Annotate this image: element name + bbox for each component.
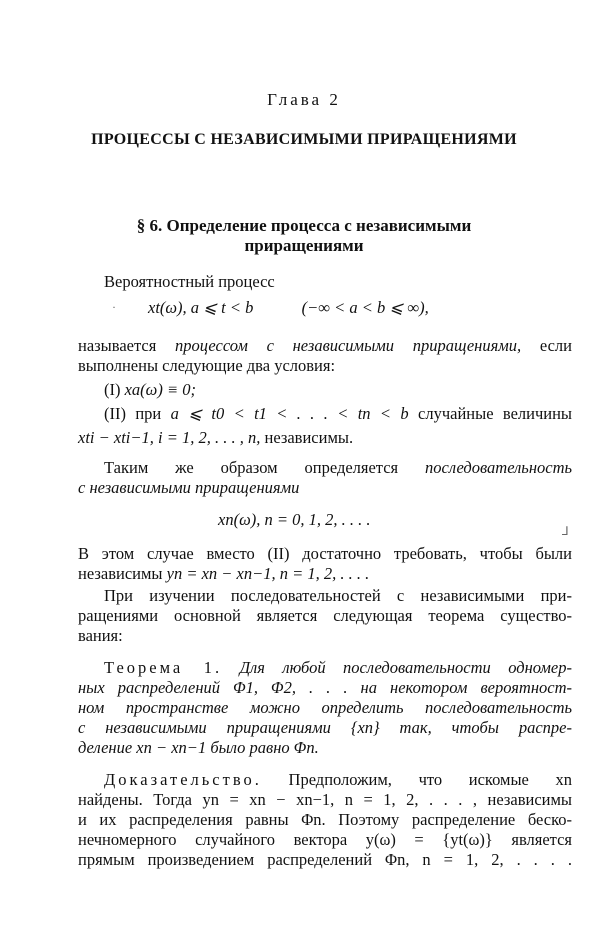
theorem-line-3: ном пространстве можно определить последовательность <box>78 698 572 717</box>
definition-text-a: называется <box>78 336 157 355</box>
theorem-line-4: с независимыми приращениями {xn} так, чтобы распре- <box>78 718 572 737</box>
theorem-line-1 <box>104 658 572 678</box>
formula-process-left: xt(ω), a ⩽ t < b <box>148 298 254 317</box>
study-line-1: При изучении последовательностей с независимыми при- <box>104 586 572 605</box>
proof-line-5: прямым произведением распределений Φn, n = 1, 2, . . . . <box>78 850 572 869</box>
remark-line-2 <box>78 564 572 584</box>
condition-2-label: (II) при <box>104 404 162 423</box>
theorem-label: Теорема 1. <box>104 658 223 677</box>
print-speck-2: ⅃ <box>562 524 569 538</box>
sequence-term-1: последовательность <box>425 458 572 477</box>
study-line-3: вания: <box>78 626 123 645</box>
condition-2-line-2 <box>78 428 572 448</box>
remark-text: независимы <box>78 564 163 583</box>
remark-math: yn = xn − xn−1, n = 1, 2, . . . . <box>166 564 370 583</box>
definition-term: процессом с независимыми приращениями, <box>175 336 522 355</box>
sequence-line-1 <box>104 458 572 478</box>
chapter-title: ПРОЦЕССЫ С НЕЗАВИСИМЫМИ ПРИРАЩЕНИЯМИ <box>91 131 517 148</box>
condition-1 <box>104 380 598 400</box>
proof-text-1: Предположим, что искомые xn <box>288 770 573 789</box>
paragraph-intro: Вероятностный процесс <box>104 272 275 291</box>
condition-2-text: случайные величины <box>418 404 572 423</box>
definition-text-b: если <box>539 336 572 355</box>
condition-2-line-2-math: xti − xti−1, i = 1, 2, . . . , n, <box>78 428 261 447</box>
print-speck: · <box>112 300 116 314</box>
condition-1-label: (I) <box>104 380 121 399</box>
sequence-text-a: Таким же образом определяется <box>104 458 399 477</box>
proof-line-2: найдены. Тогда yn = xn − xn−1, n = 1, 2, . . . , независимы <box>78 790 572 809</box>
theorem-line-5: деление xn − xn−1 было равно Φn. <box>78 738 319 757</box>
section-title-line-2: приращениями <box>244 236 364 255</box>
formula-process <box>148 298 608 318</box>
section-title-line-1: § 6. Определение процесса с независимыми <box>136 216 472 235</box>
formula-process-right: (−∞ < a < b ⩽ ∞), <box>301 298 429 317</box>
proof-line-1 <box>104 770 572 790</box>
proof-line-3: и их распределения равны Φn. Поэтому распределение беско- <box>78 810 572 829</box>
condition-2-math: a ⩽ t0 < t1 < . . . < tn < b <box>170 404 409 423</box>
chapter-heading: Глава 2 <box>267 90 341 109</box>
remark-line-1: В этом случае вместо (II) достаточно требовать, чтобы были <box>78 544 572 563</box>
study-line-2: ращениями основной является следующая теорема существо- <box>78 606 572 625</box>
formula-sequence: xn(ω), n = 0, 1, 2, . . . . <box>218 510 371 529</box>
definition-line-2: выполнены следующие два условия: <box>78 356 336 375</box>
proof-line-4: нечномерного случайного вектора y(ω) = {yt(ω)} является <box>78 830 572 849</box>
condition-1-math: xa(ω) ≡ 0; <box>124 380 196 399</box>
condition-2-line-2-text: независимы. <box>264 428 354 447</box>
theorem-line-2: ных распределений Φ1, Φ2, . . . на некотором вероятност- <box>78 678 572 697</box>
theorem-text-1: Для любой последовательности одномер- <box>239 658 572 677</box>
proof-label: Доказательство. <box>104 770 262 789</box>
sequence-term-2: с независимыми приращениями <box>78 478 300 497</box>
definition-line-1 <box>78 336 572 356</box>
condition-2-line-1 <box>104 404 572 424</box>
